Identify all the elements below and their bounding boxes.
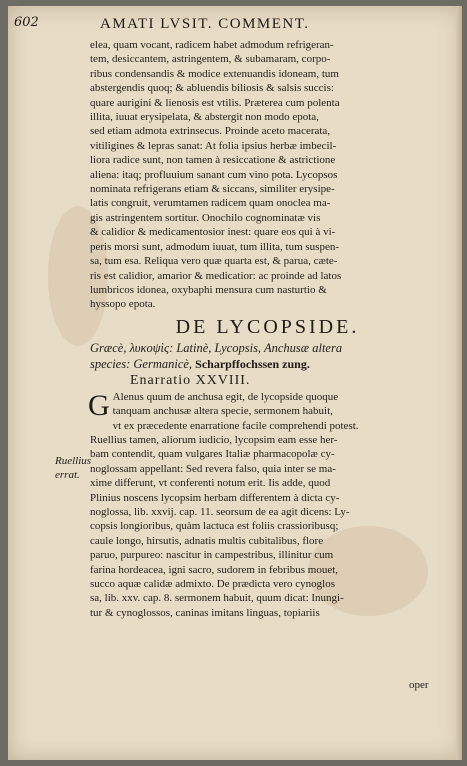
- page-edge: [456, 6, 462, 760]
- text-line: xime differunt, vt conferenti notum erit. Iis adde, quod: [90, 477, 331, 490]
- text-line: aliena: itaq; profluuium sanant cum vino pota. Lycopsos: [90, 168, 338, 181]
- text-line: liora radice sunt, non tamen à resiccatione & astrictione: [90, 154, 336, 167]
- text-line: abstergendis quoq; & abluendis biliosis & salsis succis:: [90, 82, 334, 95]
- text-line: succo aquæ calidæ admixto. De prædicta vero cynoglos: [90, 578, 335, 590]
- enarratio-title: Enarratio XXVIII.: [130, 372, 251, 388]
- text-line: Ruellius tamen, aliorum iudicio, lycopsim eam esse her-: [90, 433, 338, 446]
- text-line: noglossam appellant: Sed revera falso, quia inter se ma-: [90, 462, 336, 475]
- text-line: ris est calidior, amarior & medicatior: ac proinde ad latos: [90, 269, 342, 282]
- text-line: quare aurigini & lienosis est vtilis. Præterea cum polenta: [90, 96, 340, 109]
- paragraph-1: [90, 38, 445, 312]
- text-line: vitiligines & lepras sanat: At folia ipsius herbæ imbecil-: [90, 139, 337, 152]
- text-line: Alenus quum de anchusa egit, de lycopside quoque: [112, 390, 339, 403]
- synonyms-german: Scharpffochssen zung.: [195, 356, 310, 371]
- margin-note-line: errat.: [55, 469, 80, 481]
- synonyms-line-1: Græcè, λυκοψὶς: Latinè, Lycopsis, Anchusæ altera: [90, 340, 343, 355]
- drop-cap: G: [88, 388, 110, 422]
- margin-note-line: Ruellius: [55, 455, 92, 467]
- paragraph-2-lines: [90, 390, 445, 621]
- text-line: sa, tum esa. Reliqua vero quæ quarta est, & parua, cæte-: [90, 255, 338, 268]
- text-line: latis congruit, verumtamen radicem quam onoclea ma-: [90, 197, 331, 210]
- catchword: oper: [409, 679, 429, 691]
- text-line: peris morsi sunt, admodum iuuat, tum illita, tum suspen-: [90, 240, 340, 253]
- text-line: elea, quam vocant, radicem habet admodum refrigeran-: [90, 39, 334, 51]
- synonyms-latin: species: Germanicè,: [90, 356, 193, 371]
- text-line: gis astringentem sortitur. Onochilo cognominatæ vis: [90, 211, 321, 224]
- text-line: sa, lib. xxv. cap. 8. sermonem habuit, quum dicat: Inungi-: [90, 592, 344, 605]
- text-line: tur & cynoglossos, caninas imitans linguas, topiariis: [90, 606, 320, 619]
- text-line: lumbricos idonea, oxybaphi mensura cum nasturtio &: [90, 283, 327, 296]
- text-line: copsis longioribus, quàm lactuca est foliis crassioribusq;: [90, 520, 339, 533]
- text-line: nominata refrigerans etiam & siccans, similiter erysipe-: [90, 183, 335, 196]
- text-line: Plinius noscens lycopsim herbam differentem à dicta cy-: [90, 491, 340, 504]
- text-line: noglossa, lib. xxvij. cap. 11. seorsum de ea agit dicens: Ly-: [90, 505, 350, 518]
- synonyms-line-2: [90, 356, 445, 372]
- text-line: sed etiam admota extrinsecus. Proinde aceto macerata,: [90, 125, 331, 138]
- text-line: caule longo, hirsutis, adnatis multis cubitalibus, flore: [90, 534, 324, 547]
- running-title: AMATI LVSIT. COMMENT.: [100, 16, 310, 32]
- text-line: vt ex præcedente enarratione facile comprehendi potest.: [112, 419, 359, 432]
- text-line: tem, desiccantem, astringentem, & subamaram, corpo-: [90, 53, 331, 66]
- text-line: bam contendit, quam vulgares Italiæ pharmacopolæ cy-: [90, 448, 335, 461]
- page-number: 602: [14, 15, 39, 30]
- paragraph-2: [90, 390, 445, 621]
- text-line: tanquam anchusæ altera specie, sermonem habuit,: [112, 405, 333, 418]
- text-line: illita, iuuat erysipelata, & abstergit non modo epota,: [90, 111, 319, 124]
- text-line: farina hordeacea, igni sacro, sudorem in febribus mouet,: [90, 563, 339, 576]
- margin-note: [55, 454, 95, 482]
- text-line: & calidior & medicamentosior inest: quare eos qui à vi-: [90, 226, 336, 239]
- text-line: paruo, purpureo: nascitur in campestribus, illinitur cum: [90, 549, 334, 562]
- section-heading: DE LYCOPSIDE.: [175, 315, 360, 338]
- text-line: ribus condensandis & modice extenuandis idoneam, tum: [90, 67, 339, 80]
- text-line: hyssopo epota.: [90, 298, 156, 311]
- running-header: [70, 16, 450, 36]
- text-block: [90, 38, 445, 620]
